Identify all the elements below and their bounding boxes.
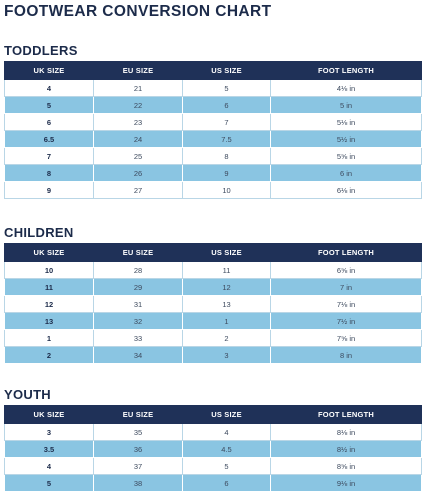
eu-size-cell: 35 — [94, 424, 183, 441]
foot-length-cell: 8⅛ in — [271, 424, 422, 441]
table-header-row — [5, 62, 422, 80]
section-title-toddlers: TODDLERS — [4, 43, 78, 58]
us-size-cell: 1 — [183, 313, 271, 330]
youth-table — [4, 405, 422, 492]
eu-size-cell: 26 — [94, 165, 183, 182]
foot-length-cell: 6 in — [271, 165, 422, 182]
eu-size-cell: 32 — [94, 313, 183, 330]
uk-size-cell: 8 — [5, 165, 94, 182]
uk-size-cell: 9 — [5, 182, 94, 199]
children-table — [4, 243, 422, 364]
uk-size-cell: 5 — [5, 475, 94, 492]
header-eu-size: EU SIZE — [94, 406, 183, 424]
eu-size-cell: 38 — [94, 475, 183, 492]
eu-size-cell: 27 — [94, 182, 183, 199]
us-size-cell: 11 — [183, 262, 271, 279]
foot-length-cell: 7 in — [271, 279, 422, 296]
foot-length-cell: 8 in — [271, 347, 422, 364]
us-size-cell: 6 — [183, 97, 271, 114]
eu-size-cell: 31 — [94, 296, 183, 313]
us-size-cell: 9 — [183, 165, 271, 182]
eu-size-cell: 28 — [94, 262, 183, 279]
header-us-size: US SIZE — [183, 62, 271, 80]
uk-size-cell: 1 — [5, 330, 94, 347]
header-eu-size: EU SIZE — [94, 244, 183, 262]
eu-size-cell: 29 — [94, 279, 183, 296]
eu-size-cell: 23 — [94, 114, 183, 131]
header-foot-length: FOOT LENGTH — [271, 406, 422, 424]
header-uk-size: UK SIZE — [5, 244, 94, 262]
foot-length-cell: 6⅝ in — [271, 262, 422, 279]
eu-size-cell: 22 — [94, 97, 183, 114]
us-size-cell: 12 — [183, 279, 271, 296]
section-title-youth: YOUTH — [4, 387, 51, 402]
header-foot-length: FOOT LENGTH — [271, 244, 422, 262]
header-uk-size: UK SIZE — [5, 62, 94, 80]
uk-size-cell: 3.5 — [5, 441, 94, 458]
table-row — [5, 148, 422, 165]
section-title-children: CHILDREN — [4, 225, 74, 240]
us-size-cell: 7.5 — [183, 131, 271, 148]
page-title: FOOTWEAR CONVERSION CHART — [4, 3, 272, 20]
header-uk-size: UK SIZE — [5, 406, 94, 424]
eu-size-cell: 34 — [94, 347, 183, 364]
foot-length-cell: 9⅛ in — [271, 475, 422, 492]
header-eu-size: EU SIZE — [94, 62, 183, 80]
table-row — [5, 131, 422, 148]
foot-length-cell: 5⅝ in — [271, 148, 422, 165]
table-header-row — [5, 406, 422, 424]
table-row — [5, 262, 422, 279]
eu-size-cell: 36 — [94, 441, 183, 458]
uk-size-cell: 2 — [5, 347, 94, 364]
uk-size-cell: 10 — [5, 262, 94, 279]
foot-length-cell: 7⅛ in — [271, 296, 422, 313]
foot-length-cell: 7⅝ in — [271, 330, 422, 347]
us-size-cell: 2 — [183, 330, 271, 347]
uk-size-cell: 6.5 — [5, 131, 94, 148]
foot-length-cell: 5 in — [271, 97, 422, 114]
us-size-cell: 7 — [183, 114, 271, 131]
uk-size-cell: 11 — [5, 279, 94, 296]
eu-size-cell: 21 — [94, 80, 183, 97]
foot-length-cell: 5⅛ in — [271, 114, 422, 131]
uk-size-cell: 13 — [5, 313, 94, 330]
us-size-cell: 5 — [183, 80, 271, 97]
table-row — [5, 296, 422, 313]
table-row — [5, 441, 422, 458]
header-us-size: US SIZE — [183, 244, 271, 262]
us-size-cell: 4 — [183, 424, 271, 441]
eu-size-cell: 37 — [94, 458, 183, 475]
foot-length-cell: 5½ in — [271, 131, 422, 148]
uk-size-cell: 3 — [5, 424, 94, 441]
table-row — [5, 97, 422, 114]
us-size-cell: 8 — [183, 148, 271, 165]
uk-size-cell: 6 — [5, 114, 94, 131]
us-size-cell: 3 — [183, 347, 271, 364]
us-size-cell: 10 — [183, 182, 271, 199]
table-row — [5, 80, 422, 97]
us-size-cell: 4.5 — [183, 441, 271, 458]
foot-length-cell: 6⅛ in — [271, 182, 422, 199]
eu-size-cell: 33 — [94, 330, 183, 347]
header-us-size: US SIZE — [183, 406, 271, 424]
table-row — [5, 475, 422, 492]
table-row — [5, 114, 422, 131]
uk-size-cell: 5 — [5, 97, 94, 114]
table-row — [5, 313, 422, 330]
table-row — [5, 347, 422, 364]
us-size-cell: 6 — [183, 475, 271, 492]
foot-length-cell: 8⅝ in — [271, 458, 422, 475]
uk-size-cell: 4 — [5, 80, 94, 97]
table-row — [5, 330, 422, 347]
eu-size-cell: 25 — [94, 148, 183, 165]
table-row — [5, 458, 422, 475]
toddlers-table — [4, 61, 422, 199]
foot-length-cell: 8½ in — [271, 441, 422, 458]
header-foot-length: FOOT LENGTH — [271, 62, 422, 80]
uk-size-cell: 12 — [5, 296, 94, 313]
foot-length-cell: 4⅛ in — [271, 80, 422, 97]
us-size-cell: 5 — [183, 458, 271, 475]
table-row — [5, 165, 422, 182]
us-size-cell: 13 — [183, 296, 271, 313]
foot-length-cell: 7½ in — [271, 313, 422, 330]
table-row — [5, 424, 422, 441]
table-row — [5, 182, 422, 199]
eu-size-cell: 24 — [94, 131, 183, 148]
table-row — [5, 279, 422, 296]
uk-size-cell: 7 — [5, 148, 94, 165]
table-header-row — [5, 244, 422, 262]
uk-size-cell: 4 — [5, 458, 94, 475]
